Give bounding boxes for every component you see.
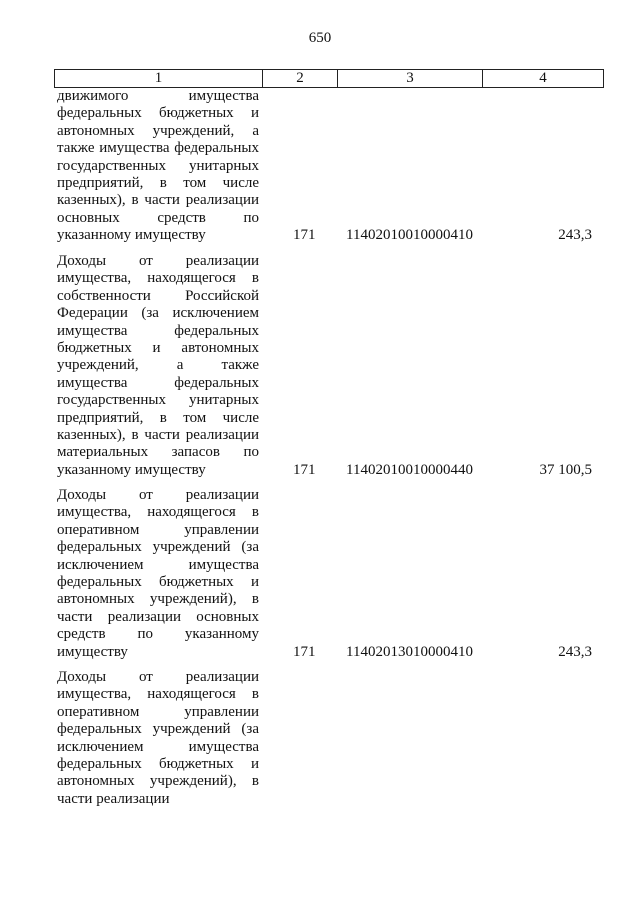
header-col-1: 1 [55,70,263,88]
row-kbk: 11402013010000410 [346,644,473,660]
description-line: федеральных бюджетных и [57,574,259,591]
description-line: движимого имущества [57,88,259,104]
description-line: средств по указанному [57,626,259,643]
description-line: имуществу [57,643,128,660]
description-line: бюджетных и автономных [57,340,259,357]
description-line: государственных унитарных [57,157,259,174]
row-amount: 243,3 [558,227,592,243]
description-line: части реализации основных [57,608,259,625]
row-code: 171 [293,644,316,660]
description-line: имущества, находящегося в [57,270,259,287]
description-line: предприятий, в том числе [57,175,259,192]
page-number: 650 [308,30,332,46]
description-line: учреждений, а также [57,357,259,374]
row-kbk: 11402010010000440 [346,462,473,478]
description-line: федеральных бюджетных и [57,105,259,122]
description-line: Доходы от реализации [57,487,259,503]
header-col-2: 2 [263,70,338,88]
description-line: также имущества федеральных [57,140,259,157]
description-line: федеральных бюджетных и [57,756,259,773]
description-line: казенных), в части реализации [57,192,259,209]
description-line: имущества федеральных [57,322,259,339]
description-line: имущества федеральных [57,374,259,391]
description-line: оперативном управлении [57,521,259,538]
row-description [57,487,259,661]
row-code: 171 [293,227,316,243]
header-col-3: 3 [338,70,483,88]
description-line: указанному имуществу [57,227,206,244]
row-description [57,253,259,479]
description-line: части реализации [57,790,170,807]
description-line: автономных учреждений), в [57,773,259,790]
description-line: автономных учреждений, а [57,122,259,139]
row-description [57,669,259,808]
description-line: имущества, находящегося в [57,504,259,521]
row-amount: 243,3 [558,644,592,660]
description-line: автономных учреждений), в [57,591,259,608]
description-line: материальных запасов по [57,444,259,461]
description-line: государственных унитарных [57,392,259,409]
description-line: федеральных учреждений (за [57,539,259,556]
row-kbk: 11402010010000410 [346,227,473,243]
description-line: казенных), в части реализации [57,427,259,444]
description-line: оперативном управлении [57,703,259,720]
description-line: Доходы от реализации [57,669,259,685]
description-line: основных средств по [57,209,259,226]
row-description [57,88,259,245]
row-amount: 37 100,5 [539,462,592,478]
description-line: федеральных учреждений (за [57,721,259,738]
description-line: предприятий, в том числе [57,409,259,426]
table-header [54,69,604,88]
description-line: собственности Российской [57,287,259,304]
description-line: Доходы от реализации [57,253,259,269]
description-line: исключением имущества [57,738,259,755]
description-line: исключением имущества [57,556,259,573]
header-col-4: 4 [483,70,604,88]
row-code: 171 [293,462,316,478]
description-line: Федерации (за исключением [57,305,259,322]
description-line: имущества, находящегося в [57,686,259,703]
description-line: указанному имуществу [57,461,206,478]
